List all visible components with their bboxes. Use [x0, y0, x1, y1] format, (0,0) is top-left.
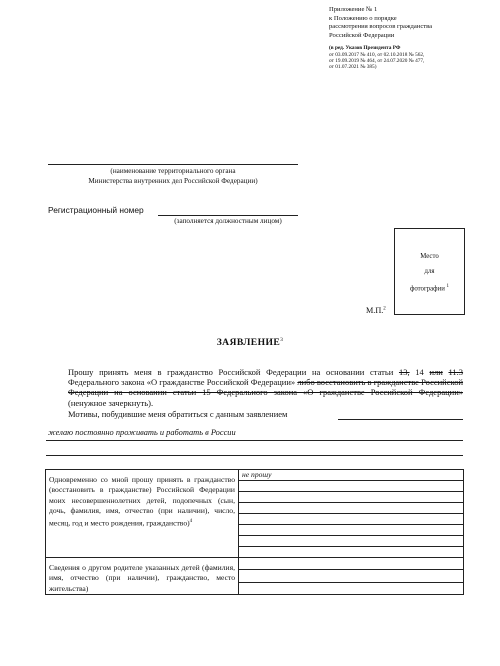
edition-line: от 01.07.2021 № 385) [329, 64, 377, 71]
motives-label: Мотивы, побудившие меня обратиться с данным заявлением [68, 408, 288, 419]
organ-caption-line2: Министерства внутренних дел Российской Федерации) [88, 177, 258, 185]
or-word: или [429, 367, 443, 377]
stamp-label [366, 306, 386, 315]
request-paragraph [48, 367, 463, 419]
children-value-cell[interactable] [239, 514, 464, 525]
appendix-header [329, 6, 494, 71]
photo-label-line2: для [424, 268, 435, 275]
photo-label-line3: фотографии [409, 285, 445, 293]
motives-line-2[interactable] [46, 440, 463, 441]
edition-line: от 03.09.2017 № 410, от 02.10.2018 № 562, [329, 51, 425, 58]
children-value-cell[interactable] [239, 481, 464, 492]
other-parent-label: Сведения о другом родителе указанных детей (фамилия, имя, отчество (при наличии), гражданство, место жительства) [49, 563, 235, 593]
edition-note [329, 45, 494, 70]
other-parent-value-cell[interactable] [239, 558, 464, 570]
edition-line: от 19.09.2019 № 464, от 24.07.2020 № 477, [329, 57, 425, 64]
photo-footnote-ref: 1 [446, 284, 450, 289]
stamp-text: М.П. [366, 306, 384, 315]
restore-option[interactable]: либо восстановить в гражданстве Российской Федерации на основании статьи 15 Федерального закона «О гражданстве Российской Федерации» [68, 377, 464, 398]
other-parent-value-cell[interactable] [239, 570, 464, 582]
children-value-cell[interactable] [239, 536, 464, 547]
appendix-line: Приложение № 1 [329, 6, 378, 13]
request-text-part3: (ненужное зачеркнуть). [68, 397, 154, 408]
organ-caption-line1: (наименование территориального органа [110, 167, 236, 175]
registration-label: Регистрационный номер [48, 205, 144, 215]
motives-value[interactable]: желаю постоянно проживать и работать в России [48, 428, 236, 437]
photo-box[interactable] [394, 228, 465, 315]
other-parent-label-cell [46, 558, 239, 595]
photo-label-line1: Место [420, 253, 439, 260]
children-value[interactable]: не прошу [242, 470, 272, 479]
children-value-cell[interactable] [239, 503, 464, 514]
children-value-cell[interactable] [239, 547, 464, 558]
motives-line-3[interactable] [46, 455, 463, 456]
children-value-cell[interactable] [239, 525, 464, 536]
edition-label: (в ред. Указов Президента РФ [329, 45, 401, 52]
article-13-option[interactable]: 13, [398, 367, 410, 377]
children-table [45, 469, 464, 595]
children-value-cell[interactable] [239, 492, 464, 503]
table-row [46, 558, 464, 570]
stamp-footnote-ref: 2 [383, 306, 386, 312]
title-text: ЗАЯВЛЕНИЕ [216, 337, 281, 349]
appendix-line: к Положению о порядке [329, 14, 397, 22]
document-title [0, 337, 500, 348]
article-11-3-option[interactable]: 11.3 [448, 367, 464, 377]
request-text-part1: Прошу принять меня в гражданство Российской Федерации на основании статьи [68, 367, 394, 377]
request-text-part2: Федерального закона «О гражданстве Российской Федерации» [68, 377, 296, 388]
children-label-cell [46, 470, 239, 558]
organ-caption [48, 166, 298, 186]
appendix-line: рассмотрения вопросов гражданства [329, 23, 433, 31]
article-14-option[interactable]: 14 [415, 367, 424, 377]
title-footnote-ref: 3 [280, 337, 284, 343]
organ-name-line[interactable] [48, 164, 298, 165]
other-parent-value-cell[interactable] [239, 582, 464, 594]
children-footnote-ref: 4 [189, 518, 193, 524]
table-row [46, 470, 464, 481]
appendix-line: Российской Федерации [329, 31, 395, 39]
registration-caption: (заполняется должностным лицом) [174, 217, 282, 225]
motives-line-1[interactable] [338, 419, 463, 420]
children-value-cell[interactable] [239, 470, 464, 481]
children-label: Одновременно со мной прошу принять в гражданство (восстановить в гражданстве) Российской Федерации моих несовершеннолетних детей, подопечных (сын, дочь, фамилия, имя, отчество (при наличии), число, месяц, год и место рождения, гражданство) [49, 475, 235, 528]
